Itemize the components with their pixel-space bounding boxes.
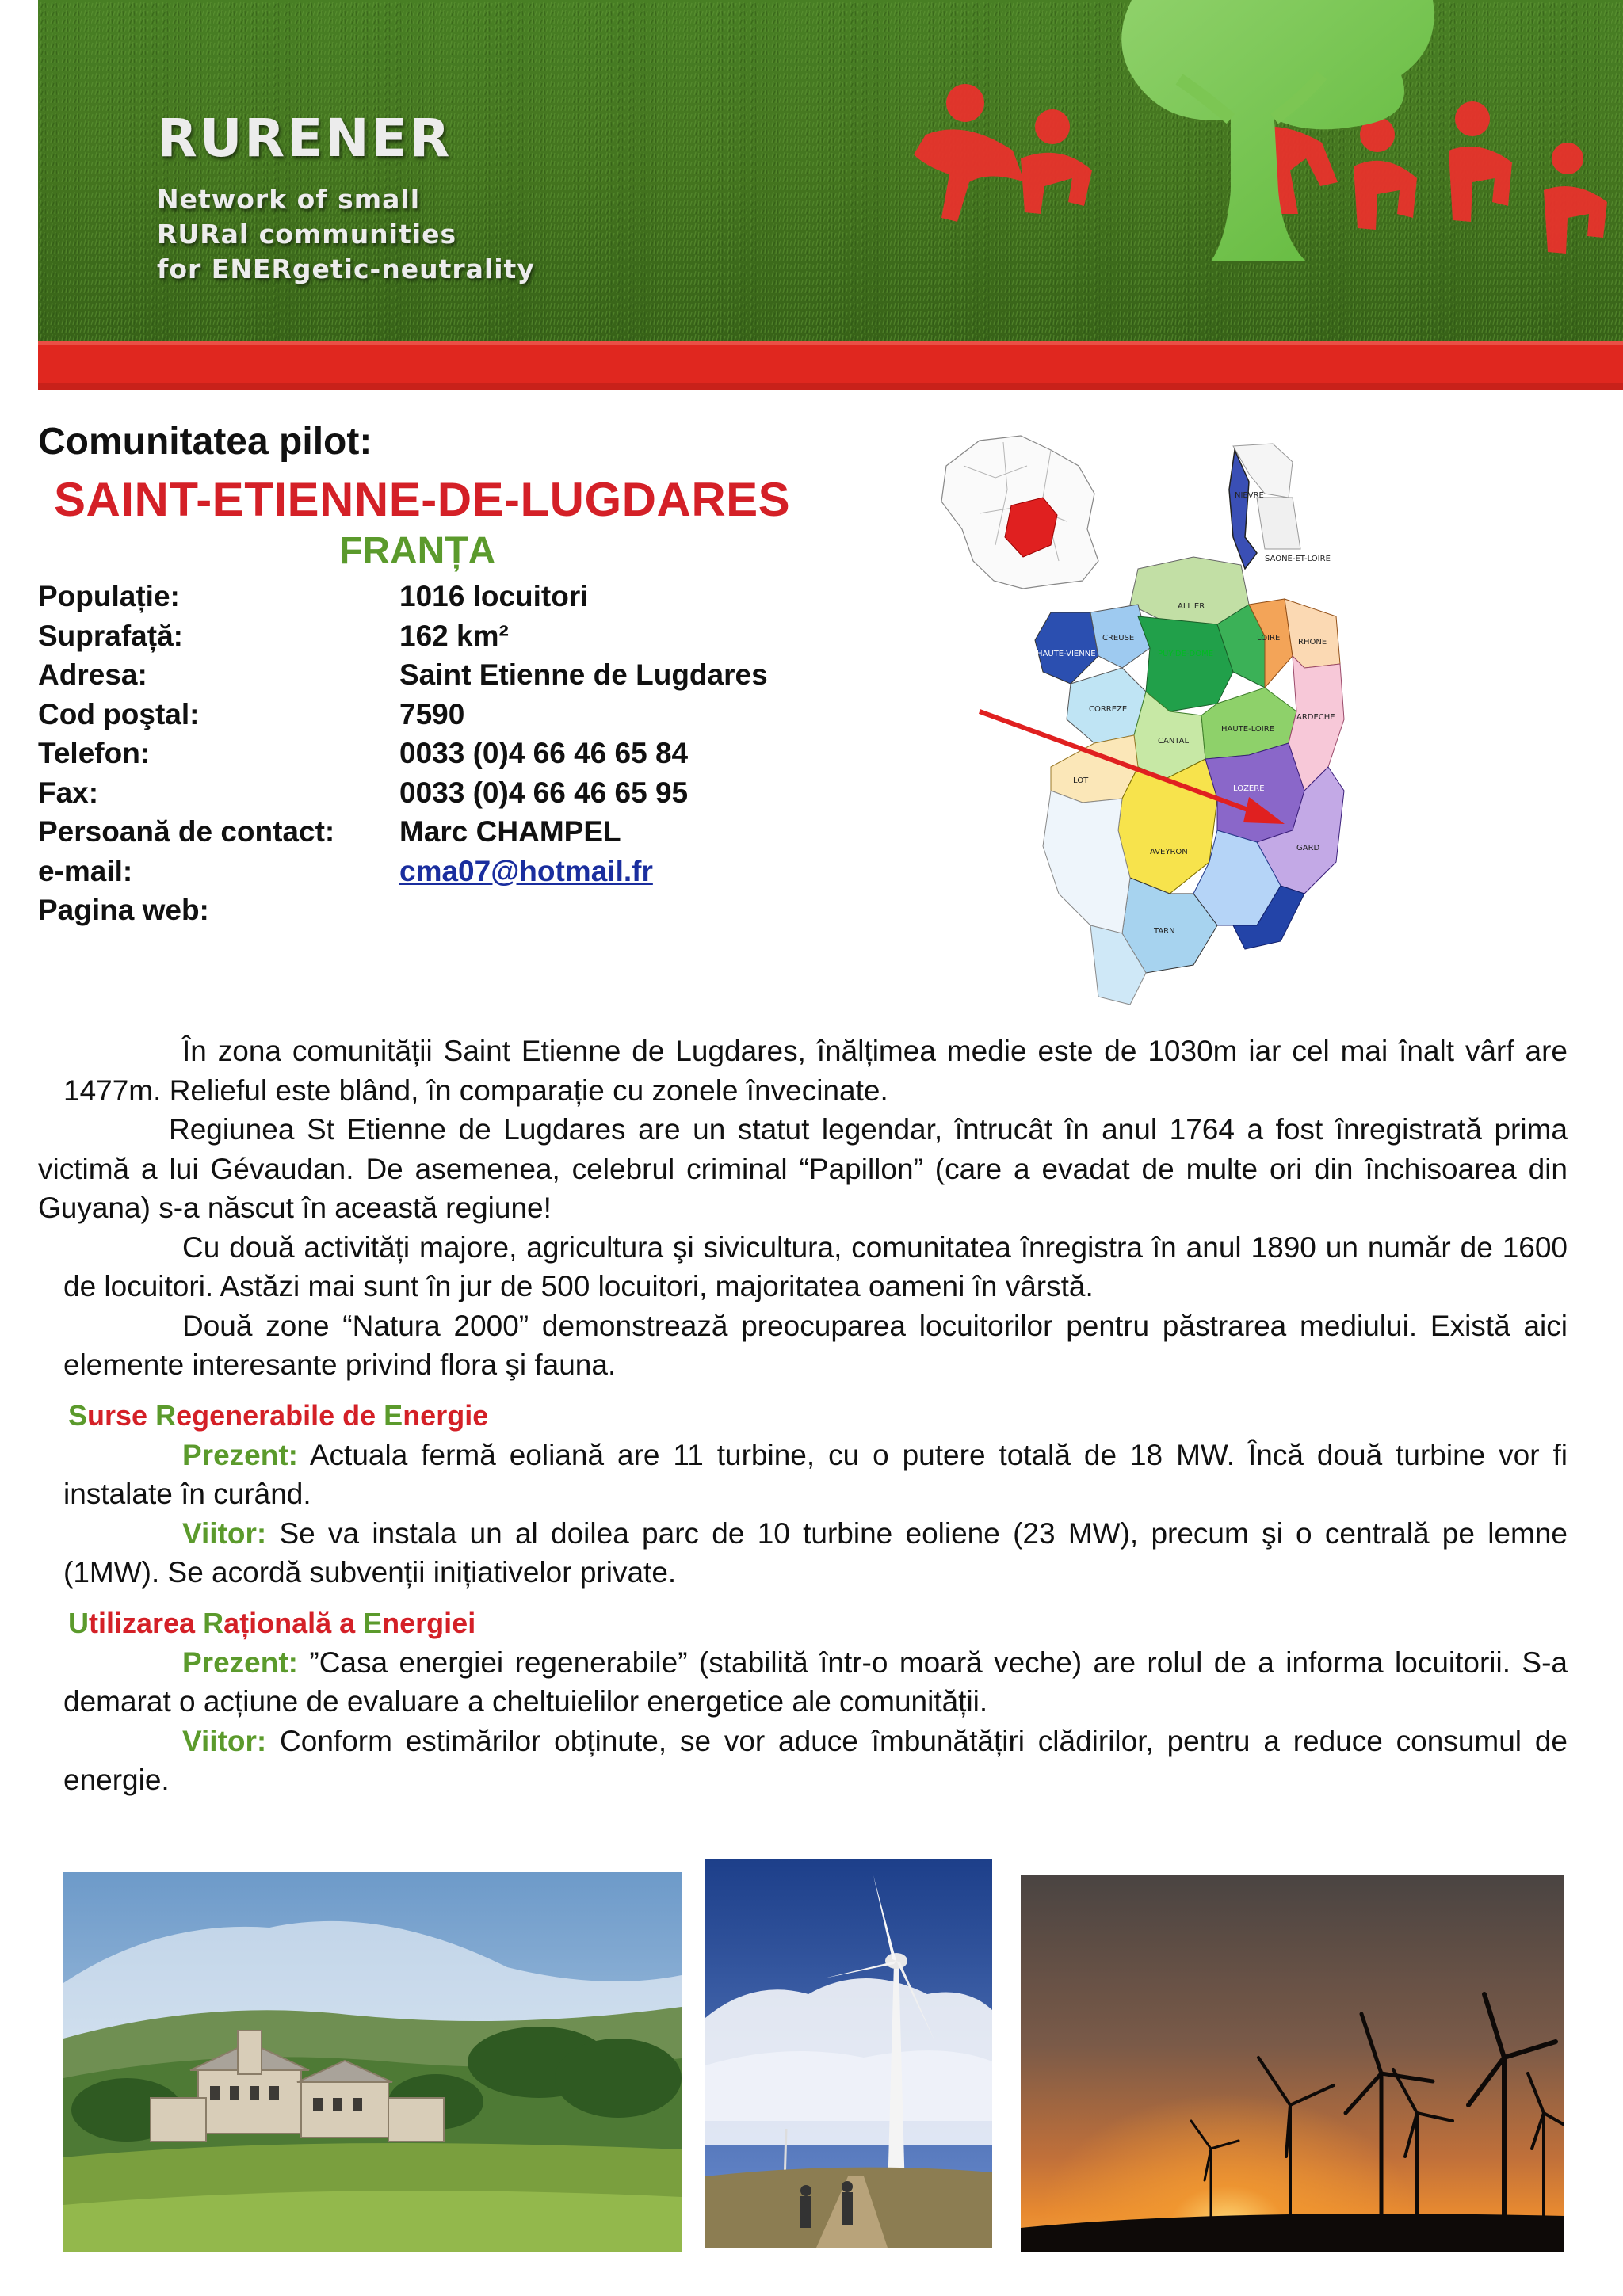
village-photo <box>63 1872 682 2252</box>
info-value: 7590 <box>399 697 465 730</box>
header-banner <box>38 0 1623 390</box>
region-map <box>932 418 1439 1028</box>
svg-text:CREUSE: CREUSE <box>1102 634 1135 643</box>
svg-text:LOIRE: LOIRE <box>1257 634 1281 643</box>
svg-text:TARN: TARN <box>1154 927 1175 936</box>
info-label: Populație: <box>38 580 180 612</box>
rational-present: Prezent: ”Casa energiei regenerabile” (stabilită într-o moară veche) are rolul de a informa locuitorii. S-a demarat o acțiune de evaluare a cheltuielilor energetice ale comunității. <box>63 1646 1568 1718</box>
svg-text:GARD: GARD <box>1296 844 1320 852</box>
present-label: Prezent: <box>182 1438 298 1471</box>
info-row-fax <box>38 773 768 813</box>
town-title: SAINT-ETIENNE-DE-LUGDARES <box>54 473 791 526</box>
info-value: 1016 locuitori <box>399 580 589 612</box>
info-row-population <box>38 577 768 616</box>
svg-text:CORREZE: CORREZE <box>1089 705 1128 714</box>
region-map-graphic <box>932 418 1439 1028</box>
paragraph-history: Cu două activități majore, agricultura şi sivicultura, comunitatea înregistra în anul 1890 un număr de 1600 de locuitori. Astăzi mai sunt în jur de 500 locuitori, majoritatea oameni în vârstă. <box>63 1230 1568 1302</box>
svg-text:SAONE-ET-LOIRE: SAONE-ET-LOIRE <box>1265 555 1331 563</box>
renewable-future: Viitor: Se va instala un al doilea parc de 10 turbine eoliene (23 MW), precum şi o centrală pe lemne (1MW). Se acordă subvenții inițiativelor private. <box>63 1516 1568 1589</box>
svg-text:PUY-DE-DOME: PUY-DE-DOME <box>1158 650 1214 658</box>
email-link[interactable]: cma07@hotmail.fr <box>399 854 653 887</box>
paragraph-natura: Două zone “Natura 2000” demonstrează preocuparea locuitorilor pentru păstrarea mediului. Există aici elemente interesante privind flora şi fauna. <box>63 1309 1568 1381</box>
svg-text:LOT: LOT <box>1073 776 1089 785</box>
info-value: 0033 (0)4 66 46 65 95 <box>399 776 689 809</box>
svg-text:CANTAL: CANTAL <box>1158 737 1190 746</box>
info-label: Persoană de contact: <box>38 815 335 848</box>
info-label: Cod poştal: <box>38 697 200 730</box>
info-label: e-mail: <box>38 854 133 887</box>
svg-text:ALLIER: ALLIER <box>1178 602 1205 611</box>
wind-turbine-photo <box>705 1859 992 2248</box>
present-label: Prezent: <box>182 1646 298 1679</box>
info-row-postal-code <box>38 695 768 734</box>
info-row-area <box>38 616 768 656</box>
rational-future: Viitor: Conform estimărilor obținute, se vor aduce îmbunătățiri clădirilor, pentru a reduce consumul de energie. <box>63 1724 1568 1796</box>
info-table <box>38 577 768 930</box>
info-label: Pagina web: <box>38 894 209 926</box>
section-heading-rational-use: Utilizarea Rațională a Energiei <box>68 1606 476 1639</box>
info-value: Marc CHAMPEL <box>399 815 621 848</box>
brand-tagline-3: for ENERgetic-neutrality <box>157 254 535 284</box>
svg-text:NIEVRE: NIEVRE <box>1235 491 1264 500</box>
info-row-contact <box>38 812 768 852</box>
future-label: Viitor: <box>182 1724 267 1757</box>
renewable-present: Prezent: Actuala fermă eoliană are 11 turbine, cu o putere totală de 18 MW. Încă două turbine vor fi instalate în curând. <box>63 1438 1568 1510</box>
brand-tagline-1: Network of small <box>157 184 421 215</box>
section-heading-renewable: Surse Regenerabile de Energie <box>68 1398 489 1432</box>
info-row-email <box>38 852 768 891</box>
paragraph-relief: În zona comunității Saint Etienne de Lugdares, înălțimea medie este de 1030m iar cel mai înalt vârf are 1477m. Relieful este blând, în comparație cu zonele învecinate. <box>63 1035 1568 1107</box>
svg-text:RHONE: RHONE <box>1298 638 1327 646</box>
sunset-turbines-photo <box>1021 1875 1564 2252</box>
brand-title: RURENER <box>157 108 453 169</box>
svg-text:LOZERE: LOZERE <box>1233 784 1265 793</box>
info-label: Adresa: <box>38 658 147 691</box>
svg-text:ARDECHE: ARDECHE <box>1296 713 1335 722</box>
svg-text:HAUTE-VIENNE: HAUTE-VIENNE <box>1037 650 1096 658</box>
country-label: FRANȚA <box>339 530 496 572</box>
svg-text:AVEYRON: AVEYRON <box>1150 848 1188 856</box>
paragraph-legend: Regiunea St Etienne de Lugdares are un statut legendar, întrucât în anul 1764 a fost înregistrată prima victimă a lui Gévaudan. De asemenea, celebrul criminal “Papillon” (care a evadat de multe ori din închisoarea din Guyana) s-a născut în această regiune! <box>38 1113 1568 1224</box>
brand-tagline-2: RURal communities <box>157 219 457 250</box>
future-label: Viitor: <box>182 1516 267 1550</box>
info-label: Telefon: <box>38 737 151 769</box>
info-value: 162 km² <box>399 619 509 652</box>
info-value: Saint Etienne de Lugdares <box>399 658 768 691</box>
info-value: 0033 (0)4 66 46 65 84 <box>399 737 689 769</box>
svg-text:HAUTE-LOIRE: HAUTE-LOIRE <box>1221 725 1275 734</box>
info-row-phone <box>38 734 768 773</box>
info-label: Fax: <box>38 776 99 809</box>
info-label: Suprafață: <box>38 619 183 652</box>
info-row-address <box>38 655 768 695</box>
pilot-label: Comunitatea pilot: <box>38 421 372 463</box>
info-row-website <box>38 891 768 930</box>
body-text <box>38 1032 1568 1800</box>
